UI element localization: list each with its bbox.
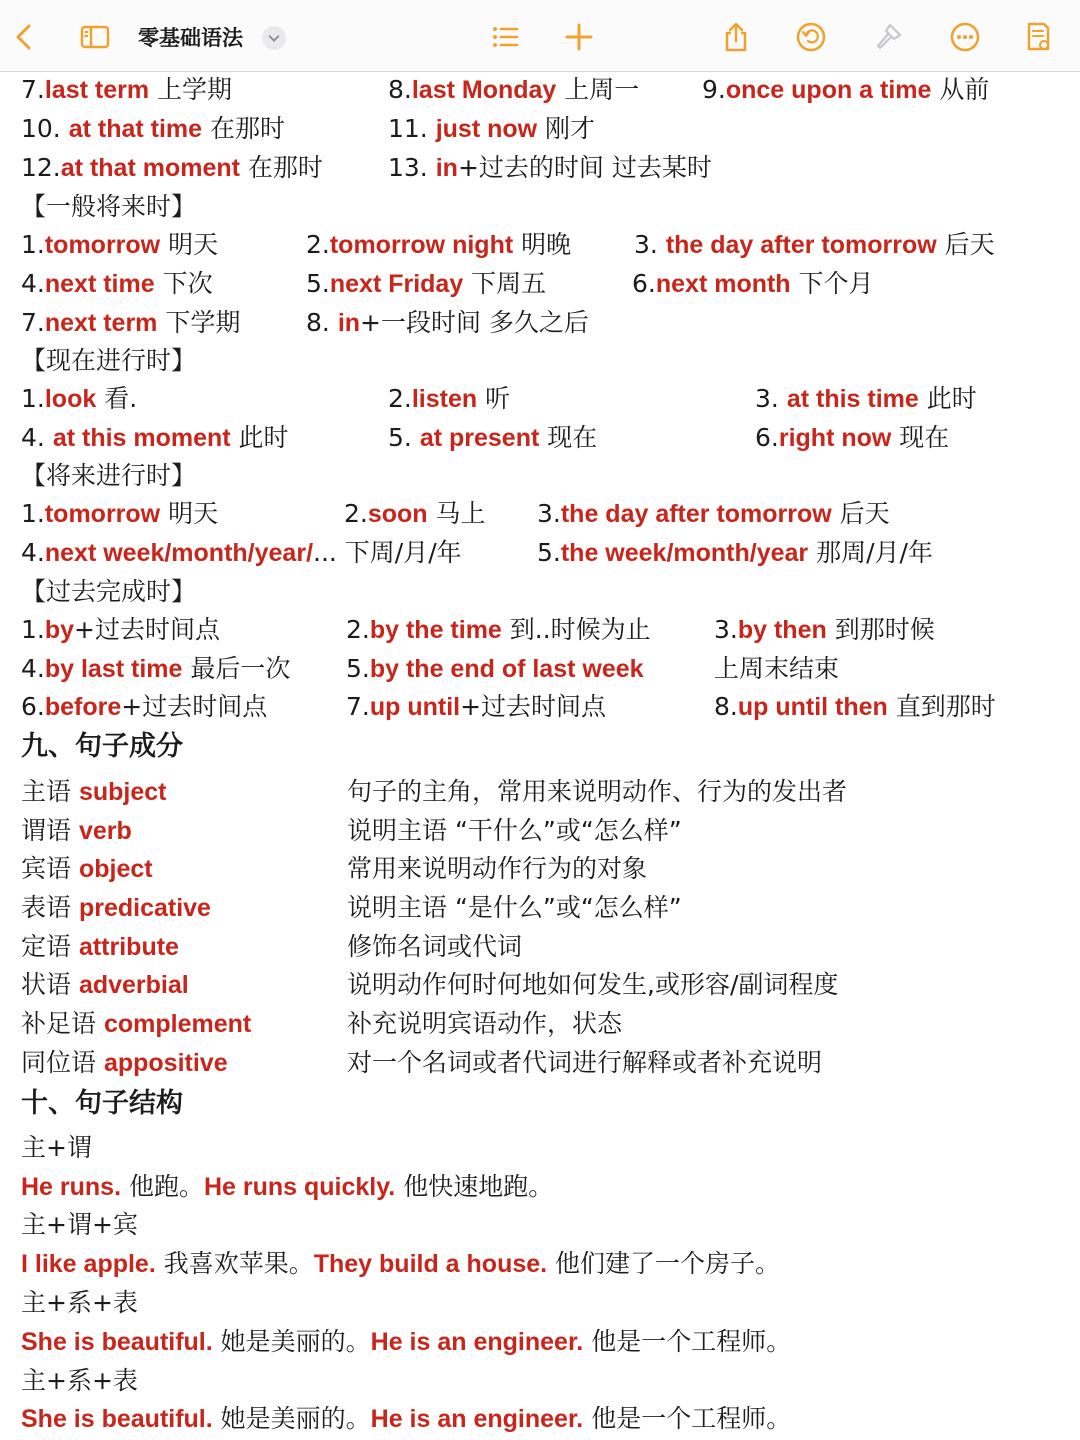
chinese-text: 我喜欢苹果。: [155, 1249, 314, 1278]
english-term: tomorrow: [44, 231, 161, 259]
chinese-text: 4.: [21, 654, 45, 683]
english-term: before: [44, 693, 122, 721]
chinese-text: 上周末结束: [714, 654, 840, 683]
text-line: [0, 1007, 1080, 1045]
chinese-text: 状语: [21, 970, 79, 999]
english-term: next month: [655, 270, 791, 298]
english-term: once upon a time: [725, 76, 932, 104]
section-title: 十、句子结构: [21, 1088, 183, 1119]
english-term: last term: [44, 76, 150, 104]
plus-icon[interactable]: [560, 18, 598, 56]
english-term: tomorrow: [44, 500, 161, 528]
chinese-text: 她是美丽的。: [212, 1327, 371, 1356]
english-term: the week/month/year: [560, 539, 809, 567]
text-line: [0, 1208, 1080, 1246]
chinese-text: 对一个名词或者代词进行解释或者补充说明: [347, 1048, 823, 1077]
chinese-text: 13.: [388, 153, 436, 182]
chinese-text: +过去时间点: [460, 692, 607, 721]
english-term: at this moment: [52, 424, 231, 452]
english-term: next Friday: [329, 270, 464, 298]
english-term: object: [78, 855, 153, 883]
english-term: He is an engineer.: [370, 1405, 584, 1433]
english-term: up until then: [737, 693, 888, 721]
chinese-text: 8.: [714, 692, 738, 721]
document-view-icon[interactable]: [1019, 18, 1057, 56]
english-term: up until: [369, 693, 461, 721]
chinese-text: 说明主语 “干什么”或“怎么样”: [347, 816, 682, 845]
more-icon[interactable]: [946, 18, 984, 56]
chinese-text: 他们建了一个房子。: [547, 1249, 781, 1278]
english-term: at this time: [786, 385, 919, 413]
text-cell: [21, 382, 137, 416]
chinese-text: 在那时: [202, 114, 286, 143]
section-heading: [0, 730, 1080, 768]
chinese-text: 看.: [96, 384, 138, 413]
text-cell: [21, 814, 132, 848]
text-cell: [21, 613, 220, 647]
text-cell: [347, 814, 682, 848]
english-term: verb: [78, 817, 132, 845]
english-term: soon: [367, 500, 428, 528]
chinese-text: 修饰名词或代词: [347, 932, 523, 961]
english-term: last Monday: [411, 76, 557, 104]
chinese-text: 下次: [154, 269, 213, 298]
text-cell: [702, 73, 989, 107]
chinese-text: 下学期: [157, 308, 241, 337]
chinese-text: 下个月: [790, 269, 874, 298]
text-cell: [21, 891, 211, 925]
tense-heading: [0, 459, 1080, 497]
text-line: [0, 1325, 1080, 1363]
chinese-text: 听: [477, 384, 511, 413]
english-term: next term: [44, 309, 158, 337]
english-term: He is an engineer.: [370, 1328, 584, 1356]
chinese-text: 明晚: [513, 230, 572, 259]
chinese-text: 上学期: [149, 75, 233, 104]
english-term: complement: [103, 1010, 252, 1038]
english-term: by the end of last week: [369, 655, 644, 683]
chinese-text: 2.: [388, 384, 412, 413]
chinese-text: 他是一个工程师。: [583, 1327, 792, 1356]
chinese-text: 5.: [537, 538, 561, 567]
text-line: [0, 968, 1080, 1006]
text-cell: [388, 73, 639, 107]
chinese-text: 明天: [160, 499, 219, 528]
english-term: appositive: [103, 1049, 228, 1077]
english-term: listen: [411, 385, 478, 413]
chinese-text: 1.: [21, 230, 45, 259]
english-term: by the time: [369, 616, 502, 644]
text-line: [0, 73, 1080, 111]
chinese-text: 说明主语 “是什么”或“怎么样”: [347, 893, 682, 922]
chinese-text: 6.: [21, 692, 45, 721]
text-cell: [537, 497, 890, 531]
english-term: at that time: [68, 115, 203, 143]
chinese-text: 3.: [634, 230, 666, 259]
text-cell: [632, 267, 874, 301]
english-term: I like apple.: [21, 1250, 156, 1278]
chinese-text: 他跑。: [121, 1172, 204, 1201]
chinese-text: 9.: [702, 75, 726, 104]
chinese-text: 8.: [388, 75, 412, 104]
heading-text: 【将来进行时】: [21, 461, 197, 490]
text-cell: [21, 497, 218, 531]
text-cell: [21, 1402, 791, 1436]
english-term: adverbial: [78, 971, 189, 999]
text-cell: [388, 112, 595, 146]
text-cell: [388, 151, 712, 185]
text-cell: [21, 306, 240, 340]
chinese-text: 7.: [346, 692, 370, 721]
chinese-text: 马上: [427, 499, 486, 528]
chinese-text: +过去的时间 过去某时: [457, 153, 712, 182]
chinese-text: 补充说明宾语动作，状态: [347, 1009, 623, 1038]
text-cell: [21, 775, 166, 809]
chinese-text: 此时: [918, 384, 977, 413]
text-line: [0, 112, 1080, 150]
chinese-text: 谓语: [21, 816, 79, 845]
text-cell: [21, 151, 323, 185]
text-line: [0, 267, 1080, 305]
chinese-text: +过去时间点: [121, 692, 268, 721]
heading-text: 【过去完成时】: [21, 577, 197, 606]
chinese-text: 1.: [21, 615, 45, 644]
english-term: by then: [737, 616, 827, 644]
chinese-text: 3.: [537, 499, 561, 528]
chinese-text: 3.: [714, 615, 738, 644]
english-term: in: [435, 154, 458, 182]
text-cell: [306, 228, 571, 262]
section-title: 九、句子成分: [21, 731, 183, 762]
text-cell: [347, 891, 682, 925]
chinese-text: 表语: [21, 893, 79, 922]
english-term: He runs quickly.: [203, 1173, 396, 1201]
chinese-text: 现在: [539, 423, 598, 452]
chinese-text: 现在: [891, 423, 950, 452]
chinese-text: 主+谓: [21, 1133, 92, 1162]
chinese-text: 说明动作何时何地如何发生,或形容/副词程度: [347, 970, 839, 999]
chinese-text: +一段时间 多久之后: [360, 308, 589, 337]
text-cell: [21, 1007, 251, 1041]
document-title[interactable]: 零基础语法: [138, 26, 243, 50]
text-cell: [306, 306, 589, 340]
chinese-text: 下周五: [463, 269, 547, 298]
text-cell: [21, 1131, 92, 1165]
text-cell: [306, 267, 546, 301]
chinese-text: 4.: [21, 423, 53, 452]
english-term: next time: [44, 270, 155, 298]
toolbar: [0, 0, 1080, 72]
text-line: [0, 497, 1080, 535]
english-term: right now: [778, 424, 892, 452]
text-cell: [714, 690, 996, 724]
text-cell: [21, 852, 153, 886]
english-term: at present: [419, 424, 540, 452]
text-line: [0, 421, 1080, 459]
text-line: [0, 1131, 1080, 1169]
text-cell: [21, 228, 218, 262]
chinese-text: 直到那时: [887, 692, 996, 721]
chinese-text: 补足语: [21, 1009, 104, 1038]
format-brush-icon[interactable]: [869, 18, 907, 56]
chinese-text: 1.: [21, 499, 45, 528]
chinese-text: 2.: [344, 499, 368, 528]
chinese-text: 明天: [160, 230, 219, 259]
text-cell: [537, 536, 933, 570]
chinese-text: 从前: [931, 75, 990, 104]
back-chevron-icon[interactable]: [6, 18, 44, 56]
chinese-text: 主语: [21, 777, 79, 806]
chinese-text: 那周/月/年: [808, 538, 933, 567]
text-line: [0, 775, 1080, 813]
chinese-text: 6.: [632, 269, 656, 298]
list-icon[interactable]: [486, 18, 524, 56]
chinese-text: 在那时: [239, 153, 323, 182]
english-term: the day after tomorrow: [560, 500, 832, 528]
chinese-text: 5.: [346, 654, 370, 683]
text-cell: [21, 536, 462, 570]
share-icon[interactable]: [717, 18, 755, 56]
chinese-text: 7.: [21, 75, 45, 104]
text-line: [0, 852, 1080, 890]
chinese-text: 2.: [346, 615, 370, 644]
text-cell: [755, 421, 949, 455]
chinese-text: 4.: [21, 269, 45, 298]
text-cell: [21, 112, 285, 146]
text-line: [0, 382, 1080, 420]
chinese-text: +过去时间点: [74, 615, 220, 644]
chinese-text: 主+谓+宾: [21, 1210, 138, 1239]
chinese-text: ... 下周/月/年: [313, 538, 462, 567]
english-term: They build a house.: [313, 1250, 548, 1278]
text-line: [0, 1402, 1080, 1440]
chinese-text: 上周一: [556, 75, 640, 104]
chinese-text: 最后一次: [182, 654, 291, 683]
text-cell: [21, 652, 290, 686]
english-term: just now: [435, 115, 538, 143]
chinese-text: 5.: [388, 423, 420, 452]
chinese-text: 到..时候为止: [501, 615, 651, 644]
tense-heading: [0, 190, 1080, 228]
text-line: [0, 151, 1080, 189]
text-cell: [344, 497, 486, 531]
text-cell: [21, 1208, 138, 1242]
text-line: [0, 613, 1080, 651]
text-line: [0, 1286, 1080, 1324]
english-term: predicative: [78, 894, 211, 922]
text-cell: [347, 930, 522, 964]
document-body[interactable]: [0, 72, 1080, 1440]
text-cell: [634, 228, 995, 262]
text-cell: [388, 421, 597, 455]
text-cell: [346, 613, 651, 647]
text-cell: [21, 1247, 780, 1281]
text-line: [0, 652, 1080, 690]
chinese-text: 11.: [388, 114, 436, 143]
text-cell: [21, 930, 179, 964]
chinese-text: 同位语: [21, 1048, 104, 1077]
english-term: at that moment: [60, 154, 240, 182]
text-cell: [347, 1007, 622, 1041]
chinese-text: 他快速地跑。: [395, 1172, 554, 1201]
english-term: tomorrow night: [329, 231, 514, 259]
chinese-text: 8.: [306, 308, 338, 337]
english-term: attribute: [78, 933, 179, 961]
text-line: [0, 306, 1080, 344]
tense-heading: [0, 575, 1080, 613]
chinese-text: 4.: [21, 538, 45, 567]
text-cell: [755, 382, 977, 416]
chinese-text: 1.: [21, 384, 45, 413]
chinese-text: 常用来说明动作行为的对象: [347, 854, 648, 883]
english-term: the day after tomorrow: [665, 231, 937, 259]
chinese-text: 定语: [21, 932, 79, 961]
chinese-text: 5.: [306, 269, 330, 298]
chinese-text: 12.: [21, 153, 61, 182]
text-line: [0, 1170, 1080, 1208]
text-cell: [346, 690, 606, 724]
text-cell: [347, 968, 838, 1002]
english-term: She is beautiful.: [21, 1405, 213, 1433]
english-term: She is beautiful.: [21, 1328, 213, 1356]
text-cell: [21, 1325, 791, 1359]
chinese-text: 刚才: [537, 114, 596, 143]
chinese-text: 10.: [21, 114, 69, 143]
chevron-down-icon[interactable]: [262, 26, 286, 50]
chinese-text: 她是美丽的。: [212, 1404, 371, 1433]
text-cell: [21, 267, 213, 301]
heading-text: 【现在进行时】: [21, 346, 197, 375]
chinese-text: 句子的主角，常用来说明动作、行为的发出者: [347, 777, 848, 806]
tense-heading: [0, 344, 1080, 382]
text-line: [0, 228, 1080, 266]
text-cell: [21, 1170, 553, 1204]
chinese-text: 到那时候: [826, 615, 935, 644]
text-line: [0, 1046, 1080, 1084]
section-heading: [0, 1087, 1080, 1125]
chinese-text: 2.: [306, 230, 330, 259]
text-line: [0, 1364, 1080, 1402]
text-line: [0, 891, 1080, 929]
chinese-text: 3.: [755, 384, 787, 413]
chinese-text: 宾语: [21, 854, 79, 883]
text-line: [0, 930, 1080, 968]
chinese-text: 此时: [230, 423, 289, 452]
text-cell: [21, 73, 232, 107]
text-cell: [21, 690, 267, 724]
text-cell: [347, 852, 647, 886]
english-term: next week/month/year/: [44, 539, 314, 567]
chinese-text: 后天: [936, 230, 995, 259]
chinese-text: 主+系+表: [21, 1288, 138, 1317]
english-term: He runs.: [21, 1173, 122, 1201]
english-term: in: [337, 309, 361, 337]
heading-text: 【一般将来时】: [21, 192, 197, 221]
text-cell: [21, 968, 189, 1002]
english-term: subject: [78, 778, 167, 806]
chinese-text: 7.: [21, 308, 45, 337]
text-cell: [21, 1286, 138, 1320]
text-cell: [21, 1364, 138, 1398]
text-line: [0, 536, 1080, 574]
text-cell: [714, 652, 839, 686]
english-term: look: [44, 385, 97, 413]
text-cell: [388, 382, 510, 416]
chinese-text: 主+系+表: [21, 1366, 138, 1395]
text-cell: [714, 613, 935, 647]
text-line: [0, 814, 1080, 852]
english-term: by last time: [44, 655, 183, 683]
text-line: [0, 1247, 1080, 1285]
text-cell: [346, 652, 644, 686]
text-cell: [21, 1046, 228, 1080]
undo-icon[interactable]: [792, 18, 830, 56]
text-cell: [347, 1046, 822, 1080]
sidebar-icon[interactable]: [76, 18, 114, 56]
english-term: by: [44, 616, 75, 644]
chinese-text: 他是一个工程师。: [583, 1404, 792, 1433]
text-cell: [347, 775, 847, 809]
chinese-text: 后天: [831, 499, 890, 528]
text-cell: [21, 421, 289, 455]
text-line: [0, 690, 1080, 728]
chinese-text: 6.: [755, 423, 779, 452]
